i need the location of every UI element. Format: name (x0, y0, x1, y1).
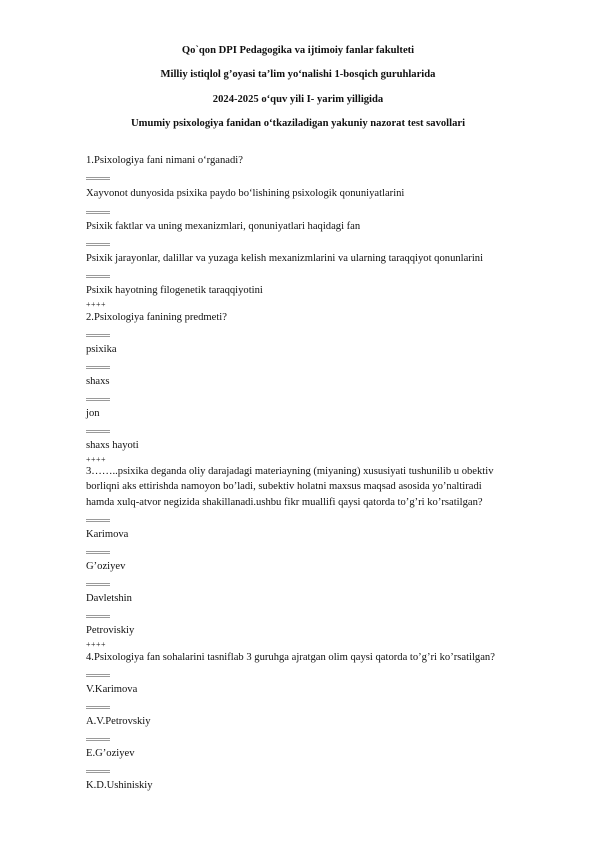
q2-option-1: psixika (86, 344, 117, 355)
option-separator (86, 211, 110, 212)
correct-answer-marker: ++++ (86, 455, 107, 464)
option-separator (86, 583, 110, 584)
option-separator (86, 674, 110, 675)
option-separator (86, 770, 110, 771)
exam-title: Umumiy psixologiya fanidan o‘tkaziladigan yakuniy nazorat test savollari (130, 118, 466, 129)
q1-option-3: Psixik jarayonlar, dalillar va yuzaga kelish mexanizmlarini va ularning taraqqiyot qonunlarini (86, 253, 484, 264)
option-separator (86, 430, 110, 431)
q4-option-3: E.G’oziyev (86, 748, 135, 759)
q4-option-1: V.Karimova (86, 684, 138, 695)
program-title: Milliy istiqlol g’oyasi ta’lim yo‘nalishi 1-bosqich guruhlarida (160, 69, 436, 80)
question-3-line-1: 3……..psixika deganda oliy darajadagi materiayning (miyaning) xususiyati tushunilib u obektiv (86, 466, 494, 477)
q2-option-2: shaxs (86, 376, 110, 387)
q1-option-1: Xayvonot dunyosida psixika paydo bo‘lishining psixologik qonuniyatlarini (86, 188, 405, 199)
option-separator (86, 519, 110, 520)
q4-option-4: K.D.Ushiniskiy (86, 780, 153, 791)
option-separator (86, 275, 110, 276)
faculty-title: Qo`qon DPI Pedagogika va ijtimoiy fanlar fakulteti (181, 45, 415, 56)
q1-option-4: Psixik hayotning filogenetik taraqqiyotini (86, 285, 263, 296)
option-separator (86, 706, 110, 707)
q2-option-3: jon (86, 408, 100, 419)
correct-answer-marker: ++++ (86, 640, 107, 649)
question-3-line-3: hamda xulq-atvor negizida shakillanadi.ushbu fikr muallifi qaysi qatorda to’g’ri ko’rsatilgan? (86, 497, 483, 508)
q4-option-2: A.V.Petrovskiy (86, 716, 151, 727)
question-2: 2.Psixologiya fanining predmeti? (86, 312, 227, 323)
question-4: 4.Psixologiya fan sohalarini tasniflab 3 guruhga ajratgan olim qaysi qatorda to’g’ri ko’rsatilgan? (86, 652, 495, 663)
option-separator (86, 177, 110, 178)
academic-year-title: 2024-2025 o‘quv yili I- yarim yilligida (212, 94, 384, 105)
q3-option-1: Karimova (86, 529, 129, 540)
option-separator (86, 615, 110, 616)
q3-option-3: Davletshin (86, 593, 132, 604)
correct-answer-marker: ++++ (86, 300, 107, 309)
q3-option-4: Petroviskiy (86, 625, 135, 636)
option-separator (86, 334, 110, 335)
q1-option-2: Psixik faktlar va uning mexanizmlari, qonuniyatlari haqidagi fan (86, 221, 361, 232)
option-separator (86, 243, 110, 244)
q3-option-2: G’oziyev (86, 561, 126, 572)
question-3-line-2: borliqni aks ettirishda namoyon bo’ladi, subektiv holatni maxsus maqsad asosida yo’naltiradi (86, 481, 482, 492)
question-1: 1.Psixologiya fani nimani o‘rganadi? (86, 155, 243, 166)
q2-option-4: shaxs hayoti (86, 440, 139, 451)
option-separator (86, 738, 110, 739)
option-separator (86, 398, 110, 399)
option-separator (86, 551, 110, 552)
option-separator (86, 366, 110, 367)
